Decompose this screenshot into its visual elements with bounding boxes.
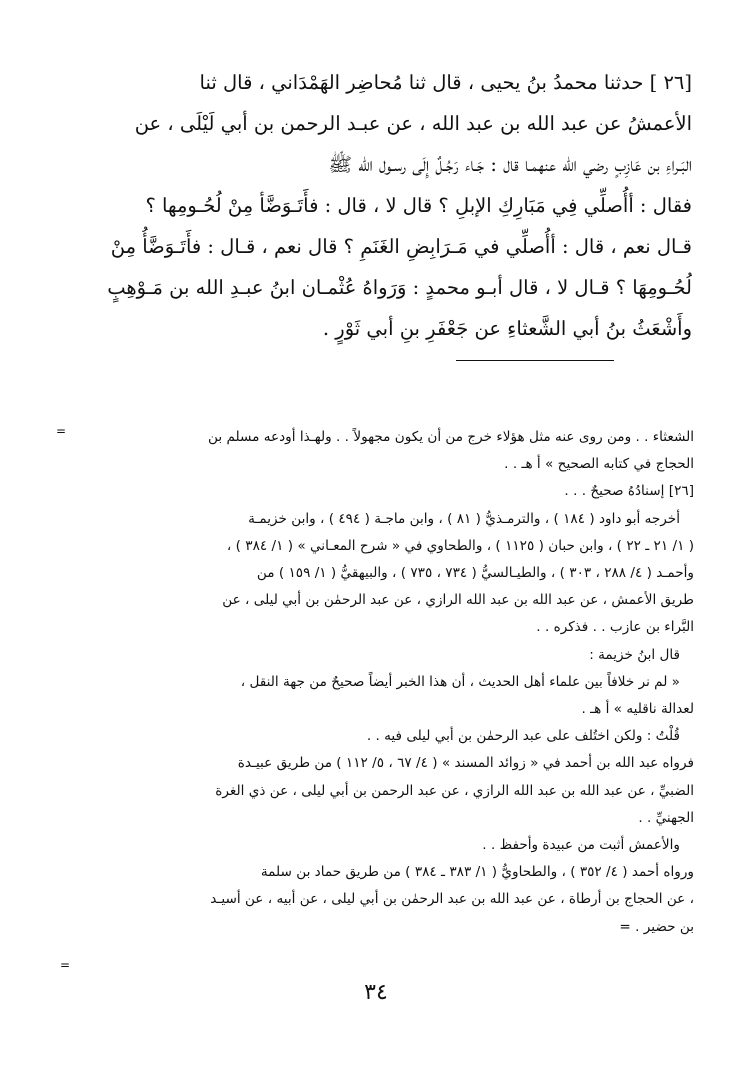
footnotes-section: [62, 424, 694, 941]
continuation-mark-top: =: [56, 424, 67, 438]
footnote-line: قُلْتُ : ولكن اختُلف على عبد الرحمٰن بن أبي ليلى فيه . .: [366, 728, 680, 745]
footnote-line: والأعمش أثبت من عبيدة وأحفظ . .: [482, 837, 680, 854]
main-text-line: لُحُـومِهَا ؟ قـال لا ، قال أبـو محمدٍ : وَرَواهُ عُثْمـان ابنُ عبـدِ الله بن مَـوْهِبٍ: [107, 276, 692, 299]
footnote-line: أخرجه أبو داود ( ١٨٤ ) ، والترمـذيُّ ( ٨١ ) ، وابن ماجـة ( ٤٩٤ ) ، وابن خزيمـة: [248, 510, 680, 527]
footnote-line: الضبيِّ ، عن عبد الله بن عبد الله الرازي ، عن عبد الرحمن بن أبي ليلى ، عن ذي الغرة: [215, 782, 694, 799]
footnote-line: ( ١/ ٢١ ـ ٢٢ ) ، وابن حبان ( ١١٢٥ ) ، والطحاوي في « شرح المعـاني » ( ١/ ٣٨٤ ) ،: [226, 537, 694, 554]
footnote-line: البَّراء بن عازب . . فذكره . .: [536, 619, 694, 636]
footnote-line: الجهنيِّ . .: [638, 809, 694, 826]
footnote-line: « لم نر خلافاً بين علماء أهل الحديث ، أن هذا الخبر أيضاً صحيحٌ من جهة النقل ،: [240, 673, 680, 690]
main-text-line: وأَشْعَثُ بنُ أبي الشَّعثاءِ عن جَعْفَرِ بنِ أبي ثَوْرٍ .: [322, 317, 692, 340]
footnote-line: [٢٦] إسنادُهُ صحيحٌ . . .: [564, 483, 694, 500]
continuation-mark-bottom: =: [60, 958, 71, 972]
footnote-line: ورواه أحمد ( ٤/ ٣٥٢ ) ، والطحاويُّ ( ١/ ٣٨٣ ـ ٣٨٤ ) من طريق حماد بن سلمة: [260, 864, 694, 881]
page-number: ٣٤: [364, 980, 388, 1005]
hadith-main-text: [62, 62, 692, 349]
main-text-line: البَـراءِ بن عَازِبٍ رضي الله عنهمـا قال : جَـاء رَجُـلٌ إِلَى رسـول الله ﷺ: [328, 153, 692, 176]
footnote-line: وأحمـد ( ٤/ ٢٨٨ ، ٣٠٣ ) ، والطيـالسيُّ ( ٧٣٤ ، ٧٣٥ ) ، والبيهقيُّ ( ١/ ١٥٩ ) من: [256, 565, 694, 582]
main-text-line: الأعمشُ عن عبد الله بن عبد الله ، عن عبـد الرحمن بن أبي لَيْلَى ، عن: [134, 112, 692, 135]
footnote-line: طريق الأعمش ، عن عبد الله بن عبد الله الرازي ، عن عبد الرحمٰن بن أبي ليلى ، عن: [222, 592, 694, 609]
footnote-line: الشعثاء . . ومن روى عنه مثل هؤلاء خرج من أن يكون مجهولاً . . ولهـذا أودعه مسلم بن: [208, 429, 694, 445]
main-text-line: [٢٦ ] حدثنا محمدُ بنُ يحيى ، قال ثنا مُحاضِر الهَمْدَاني ، قال ثنا: [199, 71, 692, 94]
main-text-line: قـال نعم ، قال : أأُصلِّي في مَـرَابِضِ الغَنَمِ ؟ قال نعم ، قـال : فأَتَـوَضَّأُ مِنْ: [110, 235, 692, 258]
footnote-separator-rule: [456, 360, 614, 361]
footnote-line: بن حضير . =: [619, 918, 694, 935]
footnote-line: الحجاج في كتابه الصحيح » أ هـ . .: [504, 456, 694, 473]
footnote-line: فرواه عبد الله بن أحمد في « زوائد المسند » ( ٤/ ٦٧ ، ٥/ ١١٢ ) من طريق عبيـدة: [237, 755, 694, 772]
footnote-line: ، عن الحجاج بن أرطاة ، عن عبد الله بن عبد الرحمٰن بن أبي ليلى ، عن أبيه ، عن أسيـد: [210, 891, 694, 908]
footnote-line: لعدالة ناقليه » أ هـ .: [581, 701, 694, 718]
footnote-line: قال ابنُ خزيمة :: [589, 646, 680, 663]
main-text-line: فقال : أأُصلِّي فِي مَبَارِكِ الإبلِ ؟ قال لا ، قال : فأَتَـوَضَّأ مِنْ لُحُـومِها ؟: [145, 194, 692, 217]
